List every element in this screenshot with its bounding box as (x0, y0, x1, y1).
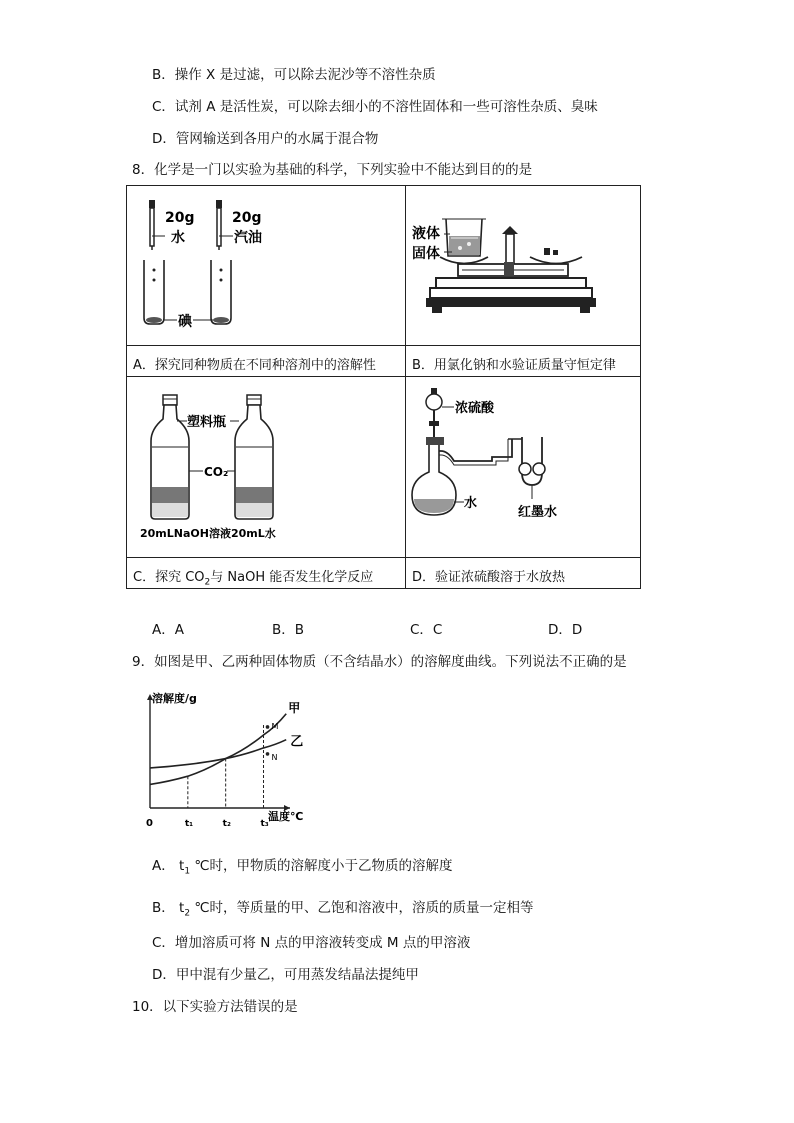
tick-label-3: t₃ (260, 819, 269, 829)
caption-b: B．用氯化钠和水验证质量守恒定律 (412, 358, 616, 373)
q8-cell-d-caption (406, 558, 641, 589)
q8-cell-b-figure (406, 186, 641, 346)
series-yi-label: 乙 (290, 734, 304, 750)
point-n-label: N (271, 752, 278, 762)
solubility-curve-svg (140, 688, 340, 833)
plastic-bottle-label: 塑料瓶 (187, 415, 227, 430)
flask-water-label: 水 (464, 496, 478, 511)
q8-choice-b: B．B (272, 622, 305, 638)
q9-option-c: C．增加溶质可将 N 点的甲溶液转变成 M 点的甲溶液 (152, 935, 471, 951)
q8-cell-d-figure (406, 377, 641, 558)
caption-d: D．验证浓硫酸溶于水放热 (412, 570, 566, 585)
q8-choice-d: D．D (548, 622, 583, 638)
x-axis-label: 温度℃ (268, 810, 304, 823)
q8-figure-table (126, 185, 641, 589)
q9-option-b-sub: 2 (184, 908, 191, 919)
point-n (266, 752, 270, 756)
q8-choice-c: C．C (410, 622, 443, 638)
q9-stem: 9．如图是甲、乙两种固体物质（不含结晶水）的溶解度曲线。下列说法不正确的是 (132, 654, 627, 670)
gasoline-amount-label: 20g (232, 210, 262, 226)
liquid-label: 液体 (412, 226, 440, 242)
q8-choice-a: A．A (152, 622, 184, 638)
q9-option-a-pre: A． t (152, 858, 185, 874)
q8-cell-b-caption (406, 346, 641, 377)
q8-cell-a-caption (127, 346, 406, 377)
q9-solubility-chart (140, 688, 340, 833)
q9-option-d: D．甲中混有少量乙，可用蒸发结晶法提纯甲 (152, 967, 419, 983)
q8-stem: 8．化学是一门以实验为基础的科学，下列实验中不能达到目的的是 (132, 162, 533, 178)
q9-option-b-post: ℃时，等质量的甲、乙饱和溶液中，溶质的质量一定相等 (190, 900, 534, 916)
series-jia-curve (150, 714, 286, 785)
iodine-label: 碘 (178, 314, 192, 330)
q9-option-a-post: ℃时，甲物质的溶解度小于乙物质的溶解度 (190, 858, 453, 874)
origin-label: 0 (146, 818, 153, 829)
co2-label: CO₂ (204, 465, 229, 479)
tick-label-1: t₁ (184, 819, 194, 829)
q9-option-a-sub: 1 (184, 866, 191, 877)
q10-stem: 10．以下实验方法错误的是 (132, 999, 298, 1015)
gasoline-label: 汽油 (234, 230, 262, 246)
caption-c-post: 与 NaOH 能否发生化学反应 (210, 570, 374, 585)
point-m-label: M (271, 721, 279, 731)
solubility-test-tubes-figure (127, 186, 405, 341)
balance-scale-figure (406, 186, 640, 341)
caption-c-sub: 2 (204, 577, 211, 588)
q9-option-b-pre: B． t (152, 900, 185, 916)
point-m (266, 725, 270, 729)
water-amount-label: 20g (165, 210, 195, 226)
q8-cell-a-figure (127, 186, 406, 346)
y-axis-label: 溶解度/g (152, 692, 197, 705)
flask-u-tube-figure (406, 377, 640, 553)
caption-c-pre: C．探究 CO (133, 570, 205, 585)
caption-c (127, 558, 405, 588)
q7-option-b: B．操作 X 是过滤，可以除去泥沙等不溶性杂质 (152, 67, 436, 83)
q8-cell-c-caption (127, 558, 406, 589)
plastic-bottles-figure (127, 377, 405, 553)
naoh-solution-label: 20mLNaOH溶液 (140, 527, 231, 540)
concentrated-sulfuric-acid-label: 浓硫酸 (455, 401, 495, 416)
q9-option-a (152, 857, 453, 881)
q7-option-c: C．试剂 A 是活性炭，可以除去细小的不溶性固体和一些可溶性杂质、臭味 (152, 99, 598, 115)
tick-label-2: t₂ (222, 819, 231, 829)
red-ink-label: 红墨水 (518, 505, 558, 520)
q7-option-d: D．管网输送到各用户的水属于混合物 (152, 131, 379, 147)
q9-option-b (152, 899, 534, 923)
water-20ml-label: 20mL水 (231, 527, 276, 540)
series-jia-label: 甲 (288, 700, 301, 715)
caption-a: A．探究同种物质在不同种溶剂中的溶解性 (133, 358, 376, 373)
water-label: 水 (171, 230, 185, 246)
q8-cell-c-figure (127, 377, 406, 558)
solid-label: 固体 (412, 246, 440, 262)
